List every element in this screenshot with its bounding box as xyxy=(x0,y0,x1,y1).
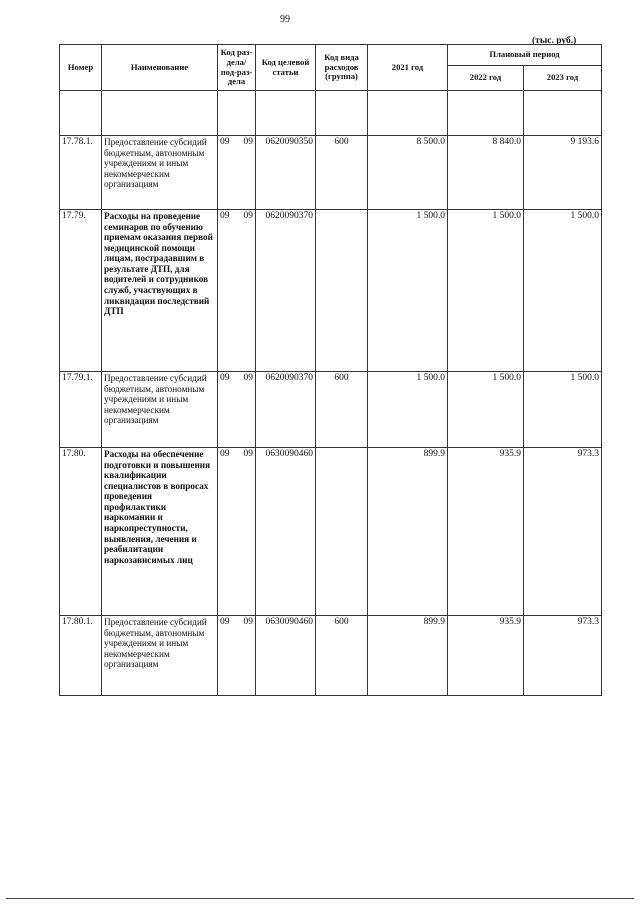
header-target-code: Код целевой статьи xyxy=(256,45,316,91)
row-number: 17.79.1. xyxy=(60,372,102,448)
row-target-code: 0620090350 xyxy=(256,136,316,210)
row-amount-2021: 899.9 xyxy=(368,616,448,696)
header-year-2023: 2023 год xyxy=(524,66,602,91)
header-expense-kind: Код вида расходов (группа) xyxy=(316,45,368,91)
row-name: Предоставление субсидий бюджетным, автономным учреждениям и иным некоммерческим организациям xyxy=(102,372,218,448)
row-amount-2021: 8 500.0 xyxy=(368,136,448,210)
row-section-code xyxy=(218,616,256,696)
row-amount-2021: 899.9 xyxy=(368,448,448,616)
row-section-code xyxy=(218,448,256,616)
row-section-code xyxy=(218,372,256,448)
section-code: 09 xyxy=(220,373,230,383)
row-name: Предоставление субсидий бюджетным, автономным учреждениям и иным некоммерческим организациям xyxy=(102,136,218,210)
subsection-code: 09 xyxy=(243,373,253,383)
units-note: (тыс. руб.) xyxy=(532,36,577,46)
row-target-code: 0620090370 xyxy=(256,372,316,448)
row-section-code xyxy=(218,136,256,210)
subsection-code: 09 xyxy=(243,617,253,627)
row-amount-2021: 1 500.0 xyxy=(368,210,448,372)
row-amount-2023: 973.3 xyxy=(524,616,602,696)
subsection-code: 09 xyxy=(243,449,253,459)
table-row xyxy=(60,448,602,616)
row-amount-2023: 1 500.0 xyxy=(524,210,602,372)
row-expense-kind: 600 xyxy=(316,372,368,448)
table-row xyxy=(60,372,602,448)
row-name: Расходы на обеспечение подготовки и повышения квалификации специалистов в вопросах проведения профилактики наркомании и наркопреступности, выявления, лечения и реабилитации наркозависимых лиц xyxy=(102,448,218,616)
table-row xyxy=(60,210,602,372)
page-bottom-rule xyxy=(6,898,634,899)
header-year-2021: 2021 год xyxy=(368,45,448,91)
row-expense-kind xyxy=(316,448,368,616)
section-code: 09 xyxy=(220,137,230,147)
row-name: Расходы на проведение семинаров по обучению приемам оказания первой медицинской помощи лицам, пострадавшим в результате ДТП, для водителей и сотрудников служб, участвующих в ликвидации последствий ДТП xyxy=(102,210,218,372)
header-name: Наименование xyxy=(102,45,218,91)
row-expense-kind xyxy=(316,210,368,372)
row-expense-kind: 600 xyxy=(316,616,368,696)
row-section-code xyxy=(218,210,256,372)
header-planned-period: Плановый период xyxy=(448,45,602,66)
section-code: 09 xyxy=(220,449,230,459)
row-target-code: 0630090460 xyxy=(256,616,316,696)
row-number: 17.78.1. xyxy=(60,136,102,210)
row-amount-2022: 8 840.0 xyxy=(448,136,524,210)
row-amount-2022: 1 500.0 xyxy=(448,210,524,372)
row-target-code: 0620090370 xyxy=(256,210,316,372)
row-amount-2021: 1 500.0 xyxy=(368,372,448,448)
row-amount-2023: 9 193.6 xyxy=(524,136,602,210)
section-code: 09 xyxy=(220,211,230,221)
header-spacer-row xyxy=(60,91,602,136)
row-expense-kind: 600 xyxy=(316,136,368,210)
row-target-code: 0630090460 xyxy=(256,448,316,616)
row-amount-2023: 1 500.0 xyxy=(524,372,602,448)
table-row xyxy=(60,616,602,696)
page-number: 99 xyxy=(280,14,290,25)
subsection-code: 09 xyxy=(243,137,253,147)
row-amount-2022: 935.9 xyxy=(448,448,524,616)
row-number: 17.80. xyxy=(60,448,102,616)
budget-table xyxy=(59,44,602,696)
table-row xyxy=(60,136,602,210)
row-amount-2022: 1 500.0 xyxy=(448,372,524,448)
header-section-code: Код раз-дела/ под-раз-дела xyxy=(218,45,256,91)
row-number: 17.79. xyxy=(60,210,102,372)
section-code: 09 xyxy=(220,617,230,627)
row-amount-2023: 973.3 xyxy=(524,448,602,616)
header-year-2022: 2022 год xyxy=(448,66,524,91)
header-number: Номер xyxy=(60,45,102,91)
subsection-code: 09 xyxy=(243,211,253,221)
row-number: 17.80.1. xyxy=(60,616,102,696)
row-amount-2022: 935.9 xyxy=(448,616,524,696)
row-name: Предоставление субсидий бюджетным, автономным учреждениям и иным некоммерческим организациям xyxy=(102,616,218,696)
